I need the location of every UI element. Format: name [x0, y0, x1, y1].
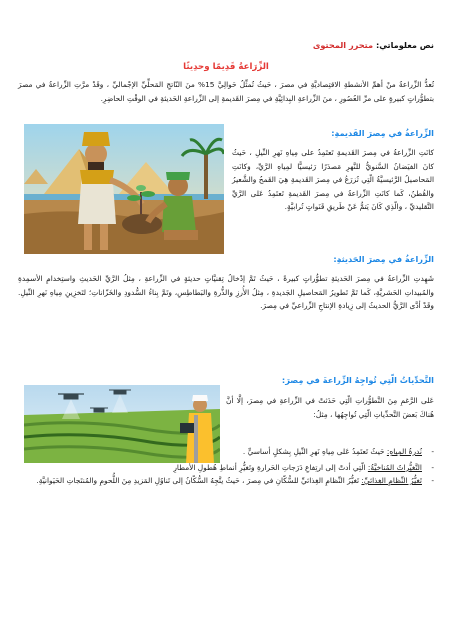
modern-paragraph: شَهِدتِ الزِّراعةُ في مِصرَ الحَديثةِ تطوُّراتٍ كبيرةً ، حَيثُ تَمَّ إدْخالُ تِقنيَّاتٍ حديثةٍ في الزِّراعةِ ، مِثلُ الرَّيِّ الحَديثِ واستِخدامِ الأسمِدةِ والمُبيداتِ الحَشريَّةِ، كَما تَمَّ تَطويرُ المَحاصيلِ الجَديدةِ ، مِثلُ الأُرزِ والذُّرةِ والبَطاطِسِ، وتَمَّ بِناءُ السُّدودِ والخَزّاناتِ؛ لتَخزِينِ مِياهِ نَهرِ النِّيلِ. وقَدْ أدَّى الرَّيُّ الحديثُ إلى زِيادةِ الإنتاجِ الزِّراعيِّ في مِصرَ. [18, 274, 434, 310]
challenges-list [18, 446, 434, 488]
challenge-text: حَيثُ تَعتَمِدُ عَلى مِياهِ نَهرِ النِّيلِ بِشكلٍ أساسيٍّ . [242, 447, 387, 456]
challenge-item [18, 462, 434, 475]
challenge-item [18, 475, 434, 488]
header-value: متحرر المحتوى [312, 40, 374, 50]
challenge-text: تَغيُّرُ النِّظامِ الغِذائيِّ للسُّكّانِ في مِصرَ ، حَيثُ يتَّجِهُ السُّكّانُ إلى تَناوُلِ المَزيدِ مِنَ اللُّحومِ والمُنتَجاتِ الحَيَوانيَّةِ. [36, 476, 362, 486]
modern-section-title: الزِّراعةُ في مِصرَ الحَديثةِ: [333, 254, 434, 264]
header-label: نص معلوماتي: [375, 40, 434, 50]
ancient-farming-illustration [24, 124, 224, 254]
ancient-paragraph: كانَتِ الزِّراعةُ في مِصرَ القَديمةِ تَعتَمِدُ على مِياهِ نَهرِ النِّيلِ ، حَيثُ كانَ الفيَضانُ السَّنويُّ للنَّهرِ مَصدَرًا رَئيسيًّا لمِياهِ الرَّيِّ، وكانَتِ المَحاصيلُ الرَّئيسيَّةُ الّتِي تُزرَعُ في مِصرَ القَديمةِ هِيَ القَمحُ والشَّعيرُ والقُطنُ، كَما كانَتِ الزِّراعةُ في مِصرَ القَديمةِ تَعتَمِدُ عَلى الرَّيِّ التَّقليديِّ ، والّذِي كَانَ يَتمُّ عَنْ طَريقِ قَنَواتٍ تُرابيَّةٍ. [232, 148, 434, 211]
challenge-item [226, 446, 434, 459]
challenges-section-title: التَّحدِّياتُ الّتِي تُواجِهُ الزِّراعةَ في مِصرَ: [281, 375, 434, 385]
challenge-label: التَّغيُّراتُ المُناخيَّةُ: [367, 462, 422, 472]
intro-paragraph: تُعدُّ الزِّراعةُ منْ أهمِّ الأنشطةِ الاقتِصاديَّةِ في مصرَ ، حَيثُ تُمثِّلُ حَوالِيَّ 15% منَ النّاتجِ المَحلِّيِّ الإجْماليِّ ، وقَدْ مرَّتِ الزِّراعةُ في مصرَ بتطوُّراتٍ كبيرةٍ على مرِّ العُصُورِ ، منَ الزِّراعةِ البِدائِيَّةِ في مِصرَ القَديمةِ إلى الزِّراعةِ الحَديثةِ في الوقْتِ الحاضِرِ. [18, 80, 435, 103]
header-line [18, 40, 434, 50]
ancient-section-title: الزِّراعةُ في مِصرَ القَديمةِ: [331, 128, 434, 138]
page-title: الزِّرَاعةُ قَدِيمًا وحدِيثًا [183, 62, 269, 72]
challenges-intro: عَلى الرَّغمِ مِنَ التَّطوُّراتِ الّتِي حَدَثتْ في الزِّراعةِ في مِصرَ، إلَّا أنَّ هُناكَ بَعضَ التَّحدِّياتِ الّتِي تُواجِهُها ، مِثلُ: [226, 396, 434, 419]
challenge-label: نُدرةُ المِياهِ: [386, 447, 422, 456]
challenge-label: تَغيُّرُ النِّظامِ الغِذائيِّ: [361, 476, 422, 486]
challenge-text: الّتِي أدتْ إلى ارتِفاعِ دَرَجاتِ الحَرارةِ وتَغيُّرِ أنماطِ هُطولِ الأمطارِ [173, 462, 368, 472]
